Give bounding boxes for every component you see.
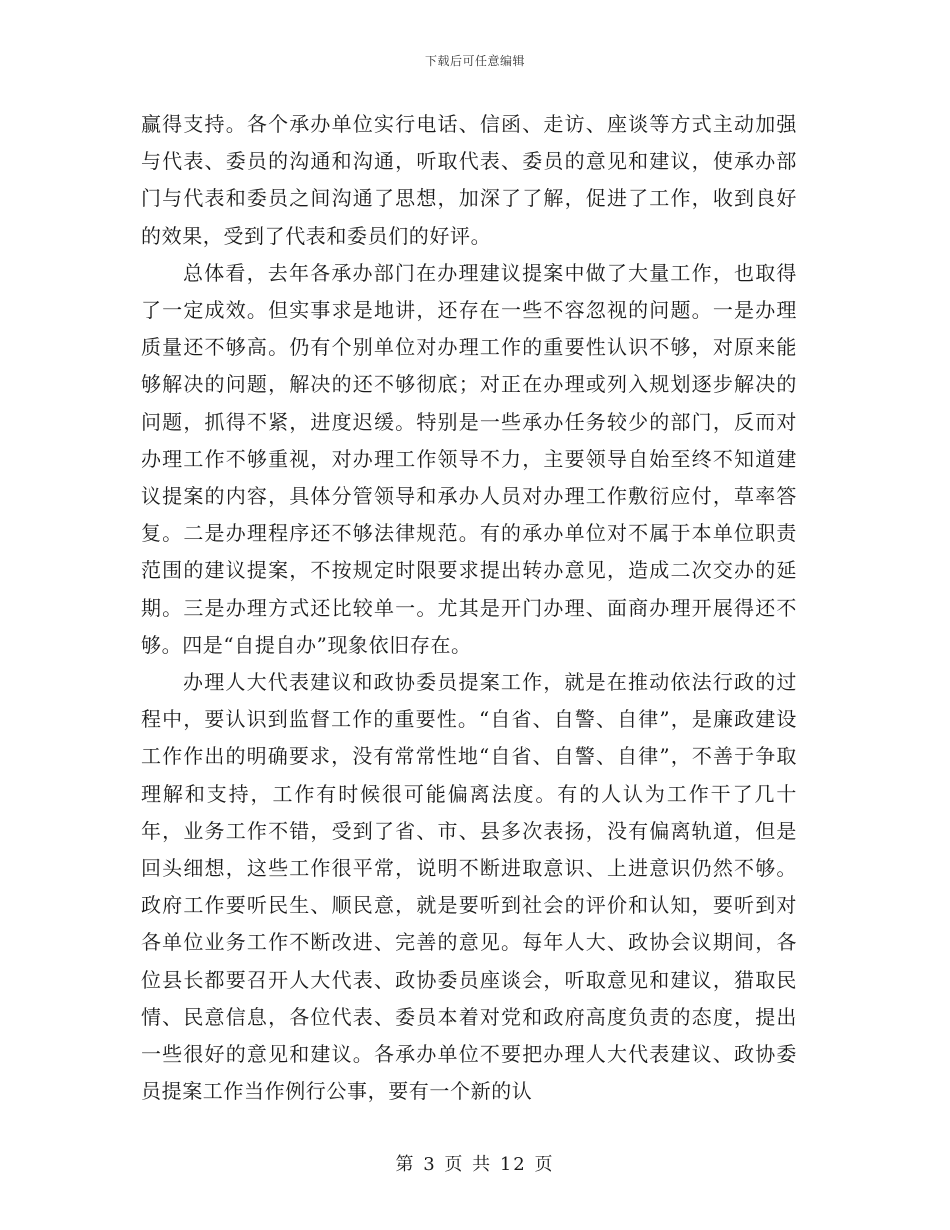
document-body [141,106,797,1110]
paragraph-2: 总体看，去年各承办部门在办理建议提案中做了大量工作，也取得了一定成效。但实事求是地讲，还存在一些不容忽视的问题。一是办理质量还不够高。仍有个别单位对办理工作的重要性认识不够，对原来能够解决的问题，解决的还不够彻底；对正在办理或列入规划逐步解决的问题，抓得不紧，进度迟缓。特别是一些承办任务较少的部门，反而对办理工作不够重视，对办理工作领导不力，主要领导自始至终不知道建议提案的内容，具体分管领导和承办人员对办理工作敷衍应付，草率答复。二是办理程序还不够法律规范。有的承办单位对不属于本单位职责范围的建议提案，不按规定时限要求提出转办意见，造成二次交办的延期。三是办理方式还比较单一。尤其是开门办理、面商办理开展得还不够。四是“自提自办”现象依旧存在。 [141,260,797,657]
page-number-footer: 第 3 页 共 12 页 [395,1154,555,1175]
paragraph-3: 办理人大代表建议和政协委员提案工作，就是在推动依法行政的过程中，要认识到监督工作的重要性。“自省、自警、自律”，是廉政建设工作作出的明确要求，没有常常性地“自省、自警、自律”，不善于争取理解和支持，工作有时候很可能偏离法度。有的人认为工作干了几十年，业务工作不错，受到了省、市、县多次表扬，没有偏离轨道，但是回头细想，这些工作很平常，说明不断进取意识、上进意识仍然不够。政府工作要听民生、顺民意，就是要听到社会的评价和认知，要听到对各单位业务工作不断改进、完善的意见。每年人大、政协会议期间，各位县长都要召开人大代表、政协委员座谈会，听取意见和建议，猎取民情、民意信息，各位代表、委员本着对党和政府高度负责的态度，提出一些很好的意见和建议。各承办单位不要把办理人大代表建议、政协委员提案工作当作例行公事，要有一个新的认 [141,670,797,1104]
paragraph-1: 赢得支持。各个承办单位实行电话、信函、走访、座谈等方式主动加强与代表、委员的沟通和沟通，听取代表、委员的意见和建议，使承办部门与代表和委员之间沟通了思想，加深了了解，促进了工作，收到良好的效果，受到了代表和委员们的好评。 [141,112,797,248]
page-header: 下载后可任意编辑 [424,54,525,68]
